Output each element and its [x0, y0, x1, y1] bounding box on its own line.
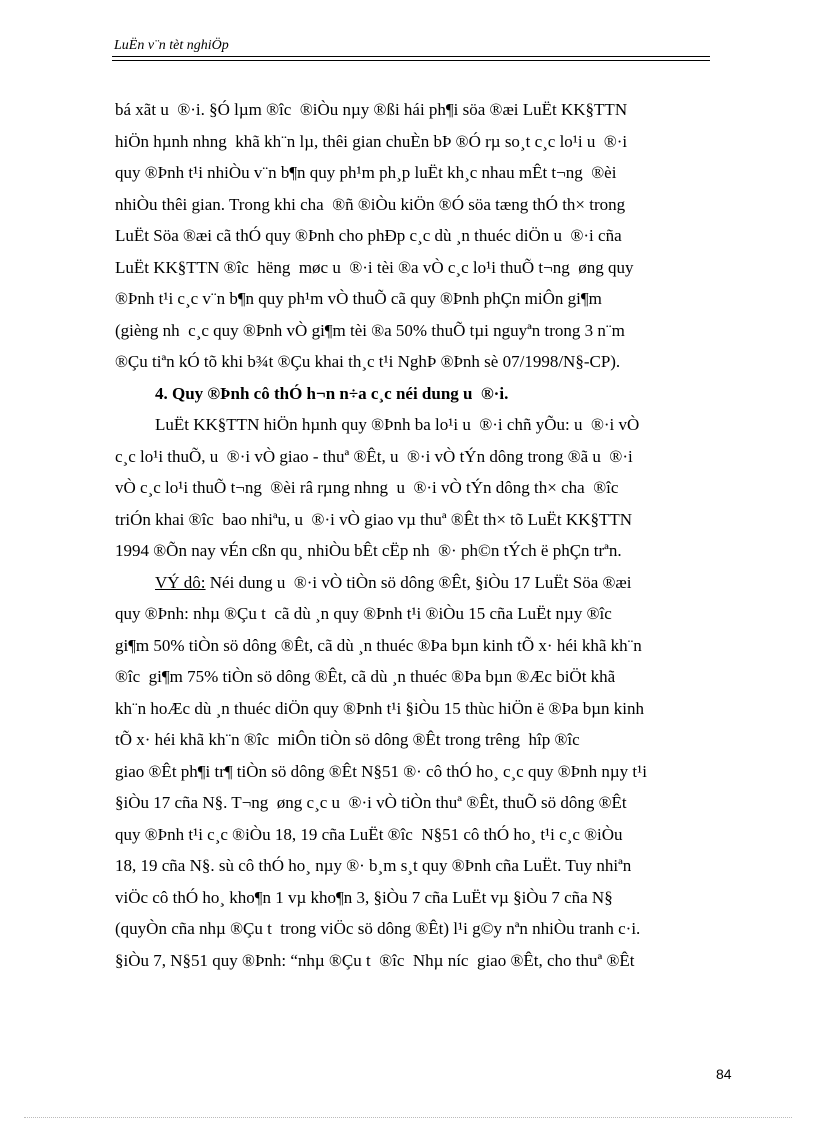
- text-line: gi¶m 50% tiÒn sö dông ®Êt, cã dù ¸n thuéc ®Þa bµn kinh tÕ x· héi khã kh¨n: [115, 635, 642, 655]
- footer-rule: [24, 1117, 792, 1118]
- text-line: viÖc cô thÓ ho¸ kho¶n 1 vµ kho¶n 3, §iÒu 7 cña LuËt vµ §iÒu 7 cña N§: [115, 887, 613, 907]
- text-line: quy ®Þnh: nhµ ®Çu t cã dù ¸n quy ®Þnh t¹i ®iÒu 15 cña LuËt nµy ®îc: [115, 604, 612, 623]
- text-line: ®îc gi¶m 75% tiÒn sö dông ®Êt, cã dù ¸n thuéc ®Þa bµn ®Æc biÖt khã: [115, 667, 616, 686]
- text-line: §iÒu 7, N§51 quy ®Þnh: “nhµ ®Çu t ®îc Nhµ níc giao ®Êt, cho thuª ®Êt: [115, 950, 635, 970]
- text-line: hiÖn hµnh nhng khã kh¨n lµ, thêi gian chuÈn bÞ ®Ó rµ so¸t c¸c lo¹i u ®·i: [115, 131, 628, 151]
- text-line: nhiÒu thêi gian. Trong khi cha ®ñ ®iÒu kiÖn ®Ó söa tæng thÓ th× trong: [115, 194, 626, 214]
- page-number: 84: [716, 1066, 732, 1082]
- header-rule: [112, 56, 710, 57]
- text-line: 18, 19 cña N§. sù cô thÓ ho¸ nµy ®· b¸m s¸t quy ®Þnh cña LuËt. Tuy nhiªn: [115, 856, 632, 875]
- text-line: kh¨n hoÆc dù ¸n thuéc diÖn quy ®Þnh t¹i §iÒu 15 thùc hiÖn ë ®Þa bµn kinh: [115, 698, 644, 718]
- text-line: quy ®Þnh t¹i c¸c ®iÒu 18, 19 cña LuËt ®îc N§51 cô thÓ ho¸ t¹i c¸c ®iÒu: [115, 824, 623, 844]
- example-label: VÝ dô:: [155, 572, 206, 592]
- text-line: (quyÒn cña nhµ ®Çu t trong viÖc sö dông ®Êt) l¹i g©y nªn nhiÒu tranh c·i.: [115, 919, 641, 938]
- header-rule-double: [112, 60, 710, 61]
- text-line: LuËt Söa ®æi cã thÓ quy ®Þnh cho phÐp c¸c dù ¸n thuéc diÖn u ®·i cña: [115, 226, 622, 245]
- section-heading: 4. Quy ®Þnh cô thÓ h¬n n÷a c¸c néi dung u ®·i.: [155, 383, 509, 403]
- text-line: ®Þnh t¹i c¸c v¨n b¶n quy ph¹m vÒ thuÕ cã quy ®Þnh phÇn miÔn gi¶m: [115, 289, 602, 308]
- text-line: ®Çu tiªn kÓ tõ khi b¾t ®Çu khai th¸c t¹i NghÞ ®Þnh sè 07/1998/N§-CP).: [115, 352, 621, 371]
- text-line: tÕ x· héi khã kh¨n ®îc miÔn tiÒn sö dông ®Êt trong trêng hîp ®îc: [115, 730, 580, 749]
- text-line: bá xãt u ®·i. §Ó lµm ®îc ®iÒu nµy ®ßi hái ph¶i söa ®æi LuËt KK§TTN: [115, 100, 628, 119]
- text-line: §iÒu 17 cña N§. T¬ng øng c¸c u ®·i vÒ tiÒn thuª ®Êt, thuÕ sö dông ®Êt: [115, 793, 627, 812]
- text-line: vÒ c¸c lo¹i thuÕ t¬ng ®èi râ rµng nhng u ®·i vÒ tÝn dông th× cha ®îc: [115, 478, 619, 497]
- example-line: [115, 567, 719, 599]
- text-line: triÓn khai ®îc bao nhiªu, u ®·i vÒ giao vµ thuª ®Êt th× tõ LuËt KK§TTN: [115, 509, 632, 529]
- header-title: LuËn v¨n tèt nghiÖp: [114, 38, 229, 53]
- text-line: 1994 ®Õn nay vÉn cßn qu¸ nhiÒu bÊt cËp nh ®· ph©n tÝch ë phÇn trªn.: [115, 541, 622, 560]
- text-line: LuËt KK§TTN ®îc hëng møc u ®·i tèi ®a vÒ c¸c lo¹i thuÕ t¬ng øng quy: [115, 257, 634, 277]
- body-text: [115, 94, 719, 976]
- text-line: (gièng nh c¸c quy ®Þnh vÒ gi¶m tèi ®a 50% thuÕ tµi nguyªn trong 3 n¨m: [115, 320, 625, 340]
- text-line: quy ®Þnh t¹i nhiÒu v¨n b¶n quy ph¹m ph¸p luËt kh¸c nhau mÊt t¬ng ®èi: [115, 163, 617, 182]
- example-text: Néi dung u ®·i vÒ tiÒn sö dông ®Êt, §iÒu 17 LuËt Söa ®æi: [205, 572, 632, 592]
- text-line: giao ®Êt ph¶i tr¶ tiÒn sö dông ®Êt N§51 ®· cô thÓ ho¸ c¸c quy ®Þnh nµy t¹i: [115, 761, 647, 781]
- text-line: c¸c lo¹i thuÕ, u ®·i vÒ giao - thuª ®Êt, u ®·i vÒ tÝn dông trong ®ã u ®·i: [115, 446, 633, 466]
- text-line: LuËt KK§TTN hiÖn hµnh quy ®Þnh ba lo¹i u ®·i chñ yÕu: u ®·i vÒ: [155, 415, 640, 434]
